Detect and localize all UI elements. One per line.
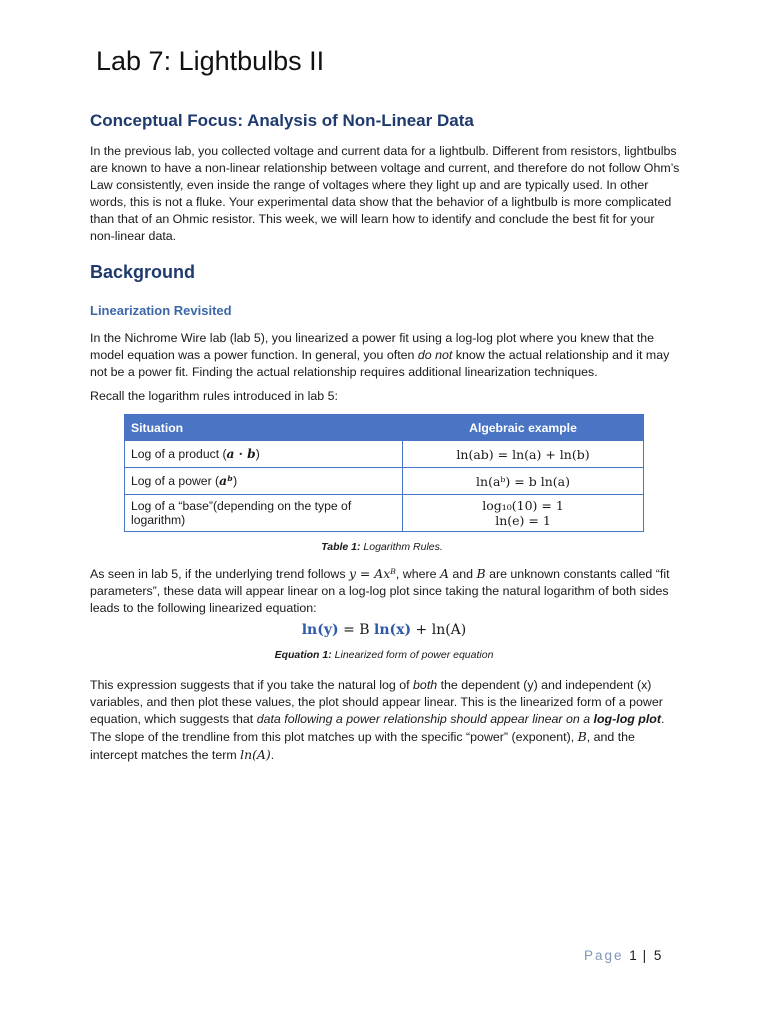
- p5-text-d: , and the intercept matches the term: [90, 730, 635, 762]
- p5-text-b: the dependent (y) and independent (x) variables, and then plot these values, the plot should appear linear. This is the linearized form of a power equation, which suggests that: [90, 678, 663, 726]
- example-cell: ln(ab) = ln(a) + ln(b): [403, 441, 644, 468]
- recall-paragraph: Recall the logarithm rules introduced in lab 5:: [90, 389, 338, 403]
- p4-var-a: A: [440, 566, 449, 581]
- table-row: [125, 495, 644, 532]
- table-header-row: [125, 415, 644, 441]
- example-line-2: ln(e) = 1: [495, 513, 551, 528]
- linearized-equation: [0, 622, 768, 638]
- situation-math: aᵇ: [219, 474, 234, 488]
- situation-cell: Log of a “base”(depending on the type of logarithm): [125, 495, 403, 532]
- p4-formula: y = Axᴮ: [348, 566, 396, 581]
- equation-lhs: ln(y): [301, 622, 339, 638]
- equation-caption-text: Linearized form of power equation: [331, 649, 494, 661]
- concept-heading: Conceptual Focus: Analysis of Non-Linear Data: [90, 111, 474, 130]
- example-line-1: log₁₀(10) = 1: [482, 498, 564, 513]
- page-footer: [584, 948, 661, 963]
- footer-page-number: 1: [629, 948, 637, 963]
- logarithm-rules-table: [124, 414, 644, 532]
- table-caption-label: Table 1:: [321, 541, 361, 553]
- situation-end: ): [255, 447, 260, 461]
- equation-caption: [0, 649, 768, 661]
- table-caption: [0, 541, 766, 553]
- table-row: [125, 468, 644, 495]
- header-algebraic-example: Algebraic example: [403, 415, 644, 441]
- example-cell: [403, 495, 644, 532]
- situation-cell: [125, 468, 403, 495]
- p4-text-a: As seen in lab 5, if the underlying trend follows: [90, 567, 349, 581]
- p4-text-d: are unknown constants called “fit parameters”, these data will appear linear on a log-log plot since taking the natural logarithm of both sides leads to the following linearized equation:: [90, 567, 670, 615]
- linearization-subheading: Linearization Revisited: [90, 303, 232, 318]
- p5-text-c: . The slope of the trendline from this plot matches up with the specific “power” (exponent),: [90, 712, 665, 744]
- p5-emphasis-both: both: [413, 678, 438, 692]
- p4-text-b: , where: [395, 567, 440, 581]
- header-situation: Situation: [125, 415, 403, 441]
- equation-rhs: ln(x): [374, 622, 412, 638]
- situation-text: Log of a power (: [131, 474, 220, 488]
- expression-paragraph: [90, 677, 680, 764]
- p5-text-e: .: [270, 748, 275, 762]
- situation-end: ): [233, 474, 238, 488]
- footer-separator: |: [642, 948, 649, 963]
- nichrome-paragraph: [90, 330, 680, 381]
- p2-emphasis: do not: [417, 348, 453, 362]
- background-heading: Background: [90, 262, 196, 282]
- situation-cell: [125, 441, 403, 468]
- p5-emphasis-data: data following a power relationship should appear linear on a: [256, 712, 594, 726]
- footer-page-word: Page: [584, 948, 624, 963]
- p4-text-c: and: [448, 567, 477, 581]
- p2-text-b: know the actual relationship and it may not be a power fit. Finding the actual relationship requires additional linearization techniques.: [90, 348, 670, 379]
- page-title: Lab 7: Lightbulbs II: [96, 46, 325, 76]
- p5-var-b: B: [577, 729, 587, 744]
- table-row: [125, 441, 644, 468]
- example-cell: ln(aᵇ) = b ln(a): [403, 468, 644, 495]
- equation-caption-label: Equation 1:: [274, 649, 332, 661]
- p5-text-a: This expression suggests that if you take the natural log of: [90, 678, 414, 692]
- situation-text: Log of a product (: [131, 447, 227, 461]
- table-caption-text: Logarithm Rules.: [360, 541, 443, 553]
- concept-paragraph: In the previous lab, you collected voltage and current data for a lightbulb. Different from resistors, lightbulbs are known to have a non-linear relationship between voltage and current, and therefore do not follow Ohm’s Law consistently, even inside the range of voltages where they light up and are typically used. In other words, this is not a fluke. Your experimental data show that the behavior of a lightbulb is more complicated than that of an Ohmic resistor. This week, we will learn how to identify and conclude the best fit for your non-linear data.: [90, 144, 680, 243]
- equation-mid: = B: [338, 622, 374, 638]
- power-trend-paragraph: [90, 565, 680, 617]
- p5-strong-loglog: log-log plot: [593, 712, 661, 726]
- footer-page-total: 5: [653, 948, 662, 963]
- p2-text-a: In the Nichrome Wire lab (lab 5), you linearized a power fit using a log-log plot where you knew that the model equation was a power function. In general, you often: [90, 331, 655, 362]
- p4-var-b: B: [476, 566, 486, 581]
- situation-math: a · b: [226, 447, 256, 461]
- p5-ln-a: ln(A): [240, 747, 271, 762]
- equation-end: + ln(A): [411, 622, 467, 638]
